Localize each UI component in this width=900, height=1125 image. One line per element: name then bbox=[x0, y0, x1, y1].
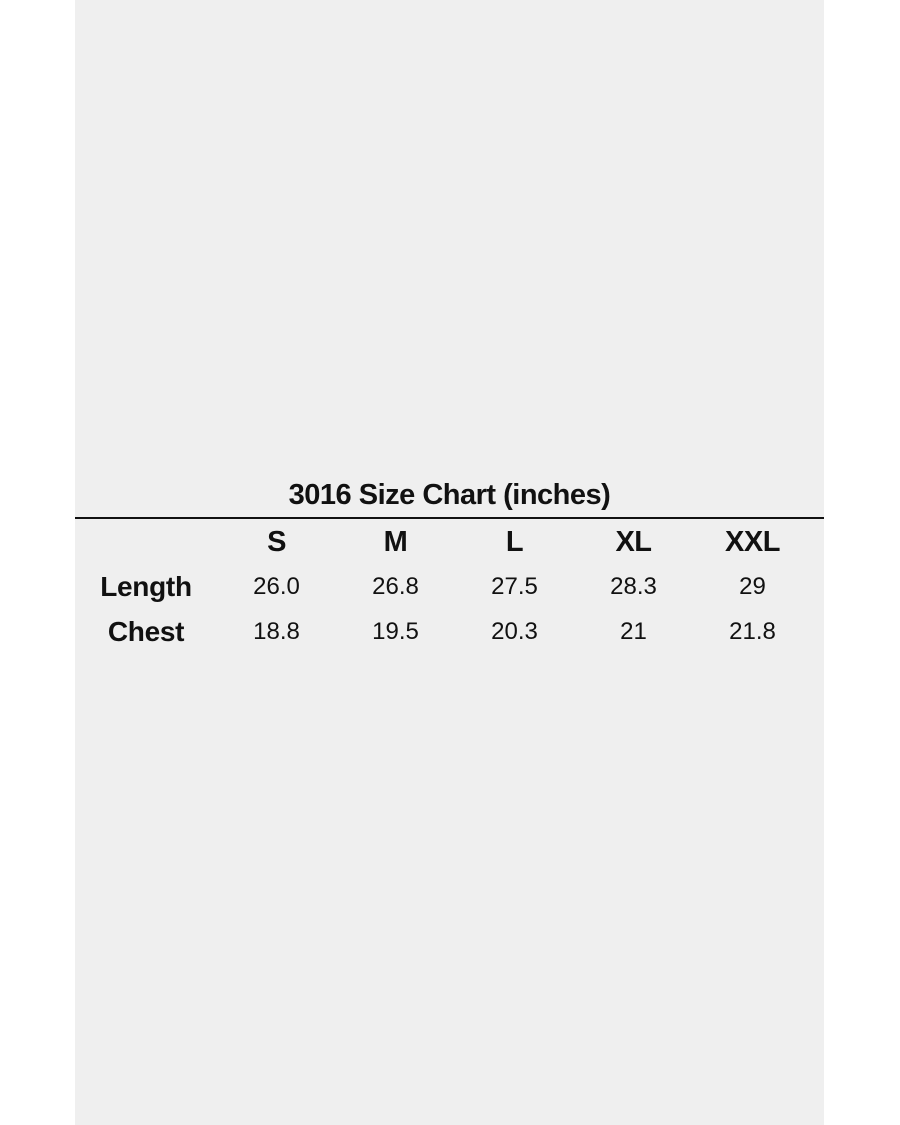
chart-title: 3016 Size Chart (inches) bbox=[288, 479, 611, 511]
length-value-m: 26.8 bbox=[372, 572, 419, 600]
size-header-xl: XL bbox=[615, 525, 652, 558]
size-header-l: L bbox=[505, 525, 524, 558]
length-value-s: 26.0 bbox=[253, 572, 300, 600]
length-value-l: 27.5 bbox=[491, 572, 538, 600]
chest-value-xxl: 21.8 bbox=[729, 617, 776, 645]
table-corner-cell bbox=[75, 520, 217, 564]
chest-value-m: 19.5 bbox=[372, 617, 419, 645]
size-table bbox=[75, 520, 812, 654]
row-label-length: Length bbox=[100, 570, 192, 602]
size-header-row bbox=[75, 520, 812, 564]
title-divider bbox=[75, 517, 824, 519]
chest-value-s: 18.8 bbox=[253, 617, 300, 645]
length-value-xl: 28.3 bbox=[610, 572, 657, 600]
table-row-chest bbox=[75, 609, 812, 654]
table-row-length bbox=[75, 564, 812, 609]
chest-value-l: 20.3 bbox=[491, 617, 538, 645]
size-header-m: M bbox=[383, 525, 408, 558]
size-chart-panel bbox=[75, 0, 824, 1125]
size-header-s: S bbox=[267, 525, 286, 558]
size-header-xxl: XXL bbox=[725, 525, 780, 558]
row-label-chest: Chest bbox=[107, 615, 185, 647]
length-value-xxl: 29 bbox=[739, 572, 766, 600]
chest-value-xl: 21 bbox=[620, 617, 647, 645]
